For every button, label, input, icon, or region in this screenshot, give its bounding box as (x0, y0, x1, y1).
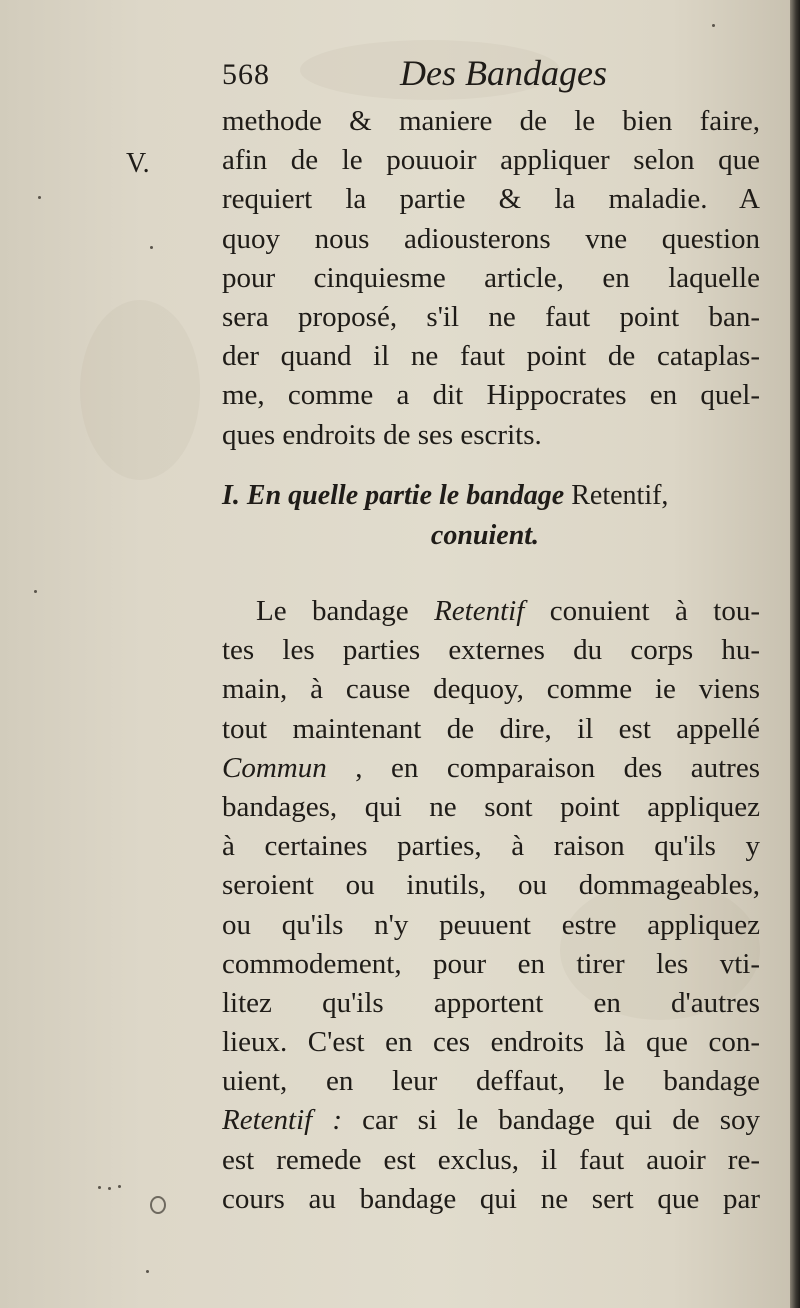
text-line: ou qu'ils n'y peuuent estre appliquez (222, 908, 760, 941)
text-line: pour cinquiesme article, en laquelle (222, 261, 760, 294)
ink-speck (98, 1186, 101, 1189)
text-line: est remede est exclus, il faut auoir re- (222, 1143, 760, 1176)
ink-speck (108, 1187, 111, 1190)
text-line: cours au bandage qui ne sert que par (222, 1182, 760, 1215)
margin-section-mark: V. (126, 148, 150, 179)
italic-term: Commun (222, 751, 327, 784)
text-line (222, 592, 760, 631)
text-line: der quand il ne faut point de cataplas- (222, 340, 760, 373)
page-header (222, 52, 762, 102)
text-line: afin de le pouuoir appliquer selon que (222, 144, 760, 177)
italic-term: Retentif (434, 595, 525, 627)
page-edge-shadow (790, 0, 800, 1308)
text-run: Le bandage (256, 595, 435, 627)
text-line: me, comme a dit Hippocrates en quel- (222, 379, 760, 412)
text-line: commodement, pour en tirer les vti- (222, 947, 760, 980)
text-line: seroient ou inutils, ou dommageables, (222, 869, 760, 902)
page-number: 568 (222, 58, 270, 91)
text-line: tout maintenant de dire, il est appellé (222, 712, 760, 745)
paragraph-intro (222, 102, 760, 455)
ink-speck (146, 1270, 149, 1273)
text-run: car si le bandage qui de soy (342, 1104, 760, 1137)
text-run: conuient à tou- (524, 595, 760, 627)
running-title: Des Bandages (400, 53, 607, 93)
text-line: bandages, qui ne sont point appliquez (222, 790, 760, 823)
paper-stain (80, 300, 200, 480)
text-line: sera proposé, s'il ne faut point ban- (222, 300, 760, 333)
text-run: , en comparaison des autres (326, 751, 760, 784)
paragraph-body (222, 592, 760, 1219)
text-line: quoy nous adiousterons vne question (222, 222, 760, 255)
ink-speck (34, 590, 37, 593)
italic-term: Retentif : (222, 1104, 342, 1137)
text-line: methode & maniere de le bien faire, (222, 105, 760, 137)
text-line (222, 1101, 760, 1140)
text-line: uient, en leur deffaut, le bandage (222, 1065, 760, 1098)
section-heading (222, 476, 768, 556)
ink-speck (712, 24, 715, 27)
text-line (222, 749, 760, 788)
ink-blot (150, 1196, 166, 1214)
heading-roman-text: Retentif, (564, 480, 669, 511)
heading-italic-text: I. En quelle partie le bandage (222, 480, 565, 511)
heading-line (222, 516, 768, 556)
ink-speck (150, 246, 153, 249)
text-line: lieux. C'est en ces endroits là que con- (222, 1026, 760, 1059)
ink-speck (38, 196, 41, 199)
text-line: à certaines parties, à raison qu'ils y (222, 830, 760, 863)
text-line: ques endroits de ses escrits. (222, 418, 542, 451)
text-line: main, à cause dequoy, comme ie viens (222, 673, 760, 706)
ink-speck (118, 1185, 121, 1188)
text-line: tes les parties externes du corps hu- (222, 634, 760, 667)
text-line: requiert la partie & la maladie. A (222, 183, 760, 216)
heading-italic-text: conuient. (430, 520, 540, 551)
text-line: litez qu'ils apportent en d'autres (222, 986, 760, 1019)
heading-line (222, 476, 768, 516)
